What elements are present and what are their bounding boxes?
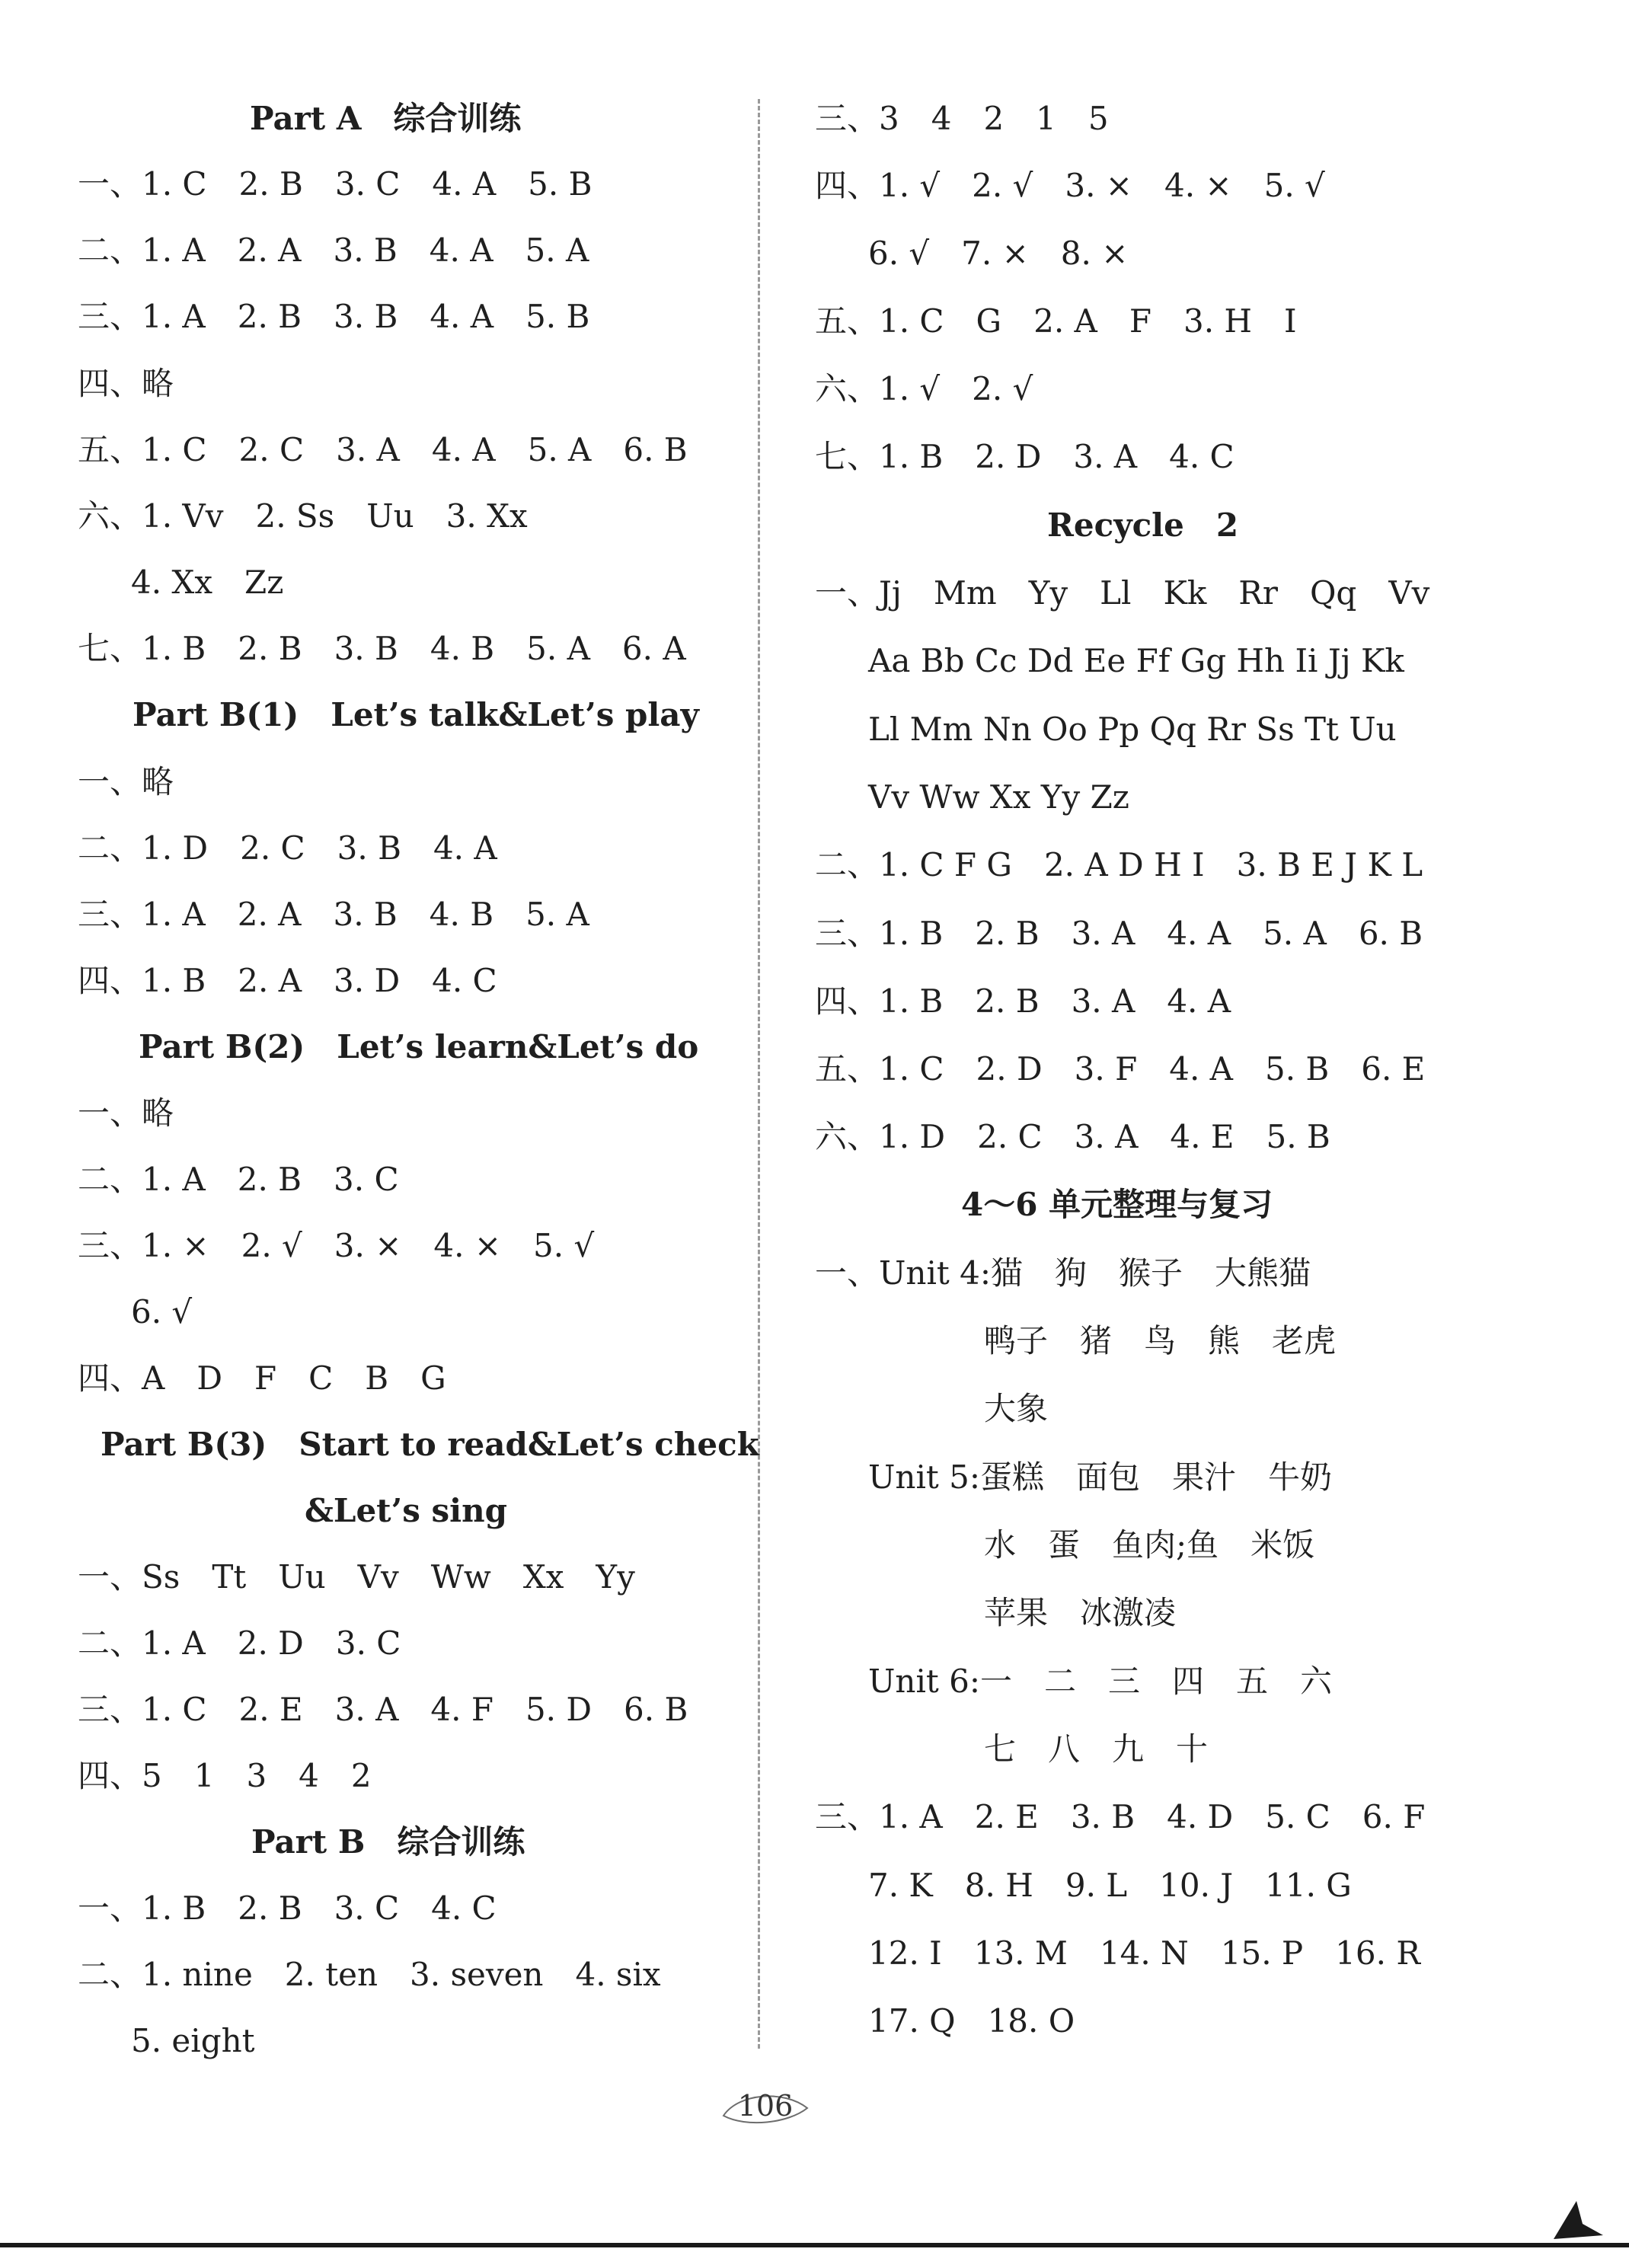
answer-line-indent: Unit 6:一 二 三 四 五 六 [868,1663,1332,1700]
section-heading: 4～6 单元整理与复习 [961,1186,1273,1223]
answer-line: 二、1. A 2. D 3. C [78,1624,401,1662]
answer-line-indent: 水 蛋 鱼肉;鱼 米饭 [984,1526,1315,1564]
page-number-text: 106 [737,2089,794,2123]
answer-line-indent: Vv Ww Xx Yy Zz [868,778,1129,816]
page-number [716,2079,815,2132]
section-heading-continued: &Let’s sing [305,1492,507,1529]
answer-line-indent: 5. eight [131,2022,255,2059]
answer-line: 一、略 [78,1094,174,1132]
answer-line: 二、1. D 2. C 3. B 4. A [78,829,497,867]
answer-line: 一、略 [78,763,174,800]
answer-line-indent: 17. Q 18. O [868,2002,1075,2040]
section-heading: Part B 综合训练 [251,1823,525,1861]
answer-line: 六、1. √ 2. √ [815,370,1033,407]
answer-line-indent: 苹果 冰激凌 [984,1594,1177,1631]
answer-line-indent: 6. √ [131,1293,193,1330]
answer-line: 一、Unit 4:猫 狗 猴子 大熊猫 [815,1254,1311,1292]
answer-line: 三、1. × 2. √ 3. × 4. × 5. √ [78,1227,595,1264]
answer-line-indent: 鸭子 猪 鸟 熊 老虎 [984,1322,1337,1359]
answer-line: 四、1. √ 2. √ 3. × 4. × 5. √ [815,167,1325,204]
answer-line: 五、1. C G 2. A F 3. H I [815,302,1297,340]
answer-line: 三、1. A 2. E 3. B 4. D 5. C 6. F [815,1798,1426,1835]
section-heading: Recycle 2 [1047,506,1239,544]
answer-line: 二、1. A 2. A 3. B 4. A 5. A [78,232,589,269]
section-heading: Part A 综合训练 [250,100,522,137]
answer-line-indent: 4. Xx Zz [131,564,284,601]
answer-line: 三、1. A 2. B 3. B 4. A 5. B [78,298,590,335]
column-divider [758,99,760,2049]
answer-line: 四、略 [78,365,174,402]
answer-line: 二、1. C F G 2. A D H I 3. B E J K L [815,846,1423,883]
answer-line: 四、A D F C B G [78,1359,446,1397]
section-heading: Part B(3) Start to read&Let’s check [101,1426,759,1463]
answer-line: 四、5 1 3 4 2 [78,1757,372,1794]
section-heading: Part B(1) Let’s talk&Let’s play [133,696,699,733]
answer-line-indent: Aa Bb Cc Dd Ee Ff Gg Hh Ii Jj Kk [868,642,1404,679]
corner-ornament-icon [1546,2193,1607,2247]
answer-line: 五、1. C 2. D 3. F 4. A 5. B 6. E [815,1050,1426,1088]
answer-line: 二、1. nine 2. ten 3. seven 4. six [78,1956,661,1993]
answer-line: 三、3 4 2 1 5 [815,100,1109,137]
bottom-rule [0,2243,1629,2247]
answer-line: 三、1. B 2. B 3. A 4. A 5. A 6. B [815,915,1423,952]
answer-line: 五、1. C 2. C 3. A 4. A 5. A 6. B [78,431,688,468]
answer-line-indent: 大象 [984,1390,1049,1427]
answer-line-indent: Ll Mm Nn Oo Pp Qq Rr Ss Tt Uu [868,711,1397,748]
answer-line: 一、Ss Tt Uu Vv Ww Xx Yy [78,1558,635,1596]
answer-line: 一、1. B 2. B 3. C 4. C [78,1889,497,1927]
answer-line: 三、1. C 2. E 3. A 4. F 5. D 6. B [78,1691,688,1728]
answer-line: 四、1. B 2. A 3. D 4. C [78,962,497,999]
answer-line: 二、1. A 2. B 3. C [78,1161,399,1198]
answer-line: 四、1. B 2. B 3. A 4. A [815,982,1231,1020]
answer-line: 一、Jj Mm Yy Ll Kk Rr Qq Vv [815,574,1430,612]
answer-line-indent: 七 八 九 十 [984,1730,1209,1768]
answer-line-indent: 7. K 8. H 9. L 10. J 11. G [868,1867,1352,1904]
answer-line: 七、1. B 2. B 3. B 4. B 5. A 6. A [78,630,686,667]
answer-line-indent: 6. √ 7. × 8. × [868,235,1129,272]
answer-line: 三、1. A 2. A 3. B 4. B 5. A [78,896,589,933]
answer-line: 六、1. D 2. C 3. A 4. E 5. B [815,1118,1330,1155]
section-heading: Part B(2) Let’s learn&Let’s do [139,1028,699,1065]
answer-line: 六、1. Vv 2. Ss Uu 3. Xx [78,497,528,535]
answer-line-indent: Unit 5:蛋糕 面包 果汁 牛奶 [868,1458,1332,1496]
answer-line: 七、1. B 2. D 3. A 4. C [815,438,1235,475]
answer-line: 一、1. C 2. B 3. C 4. A 5. B [78,165,593,203]
answer-line-indent: 12. I 13. M 14. N 15. P 16. R [868,1934,1420,1972]
